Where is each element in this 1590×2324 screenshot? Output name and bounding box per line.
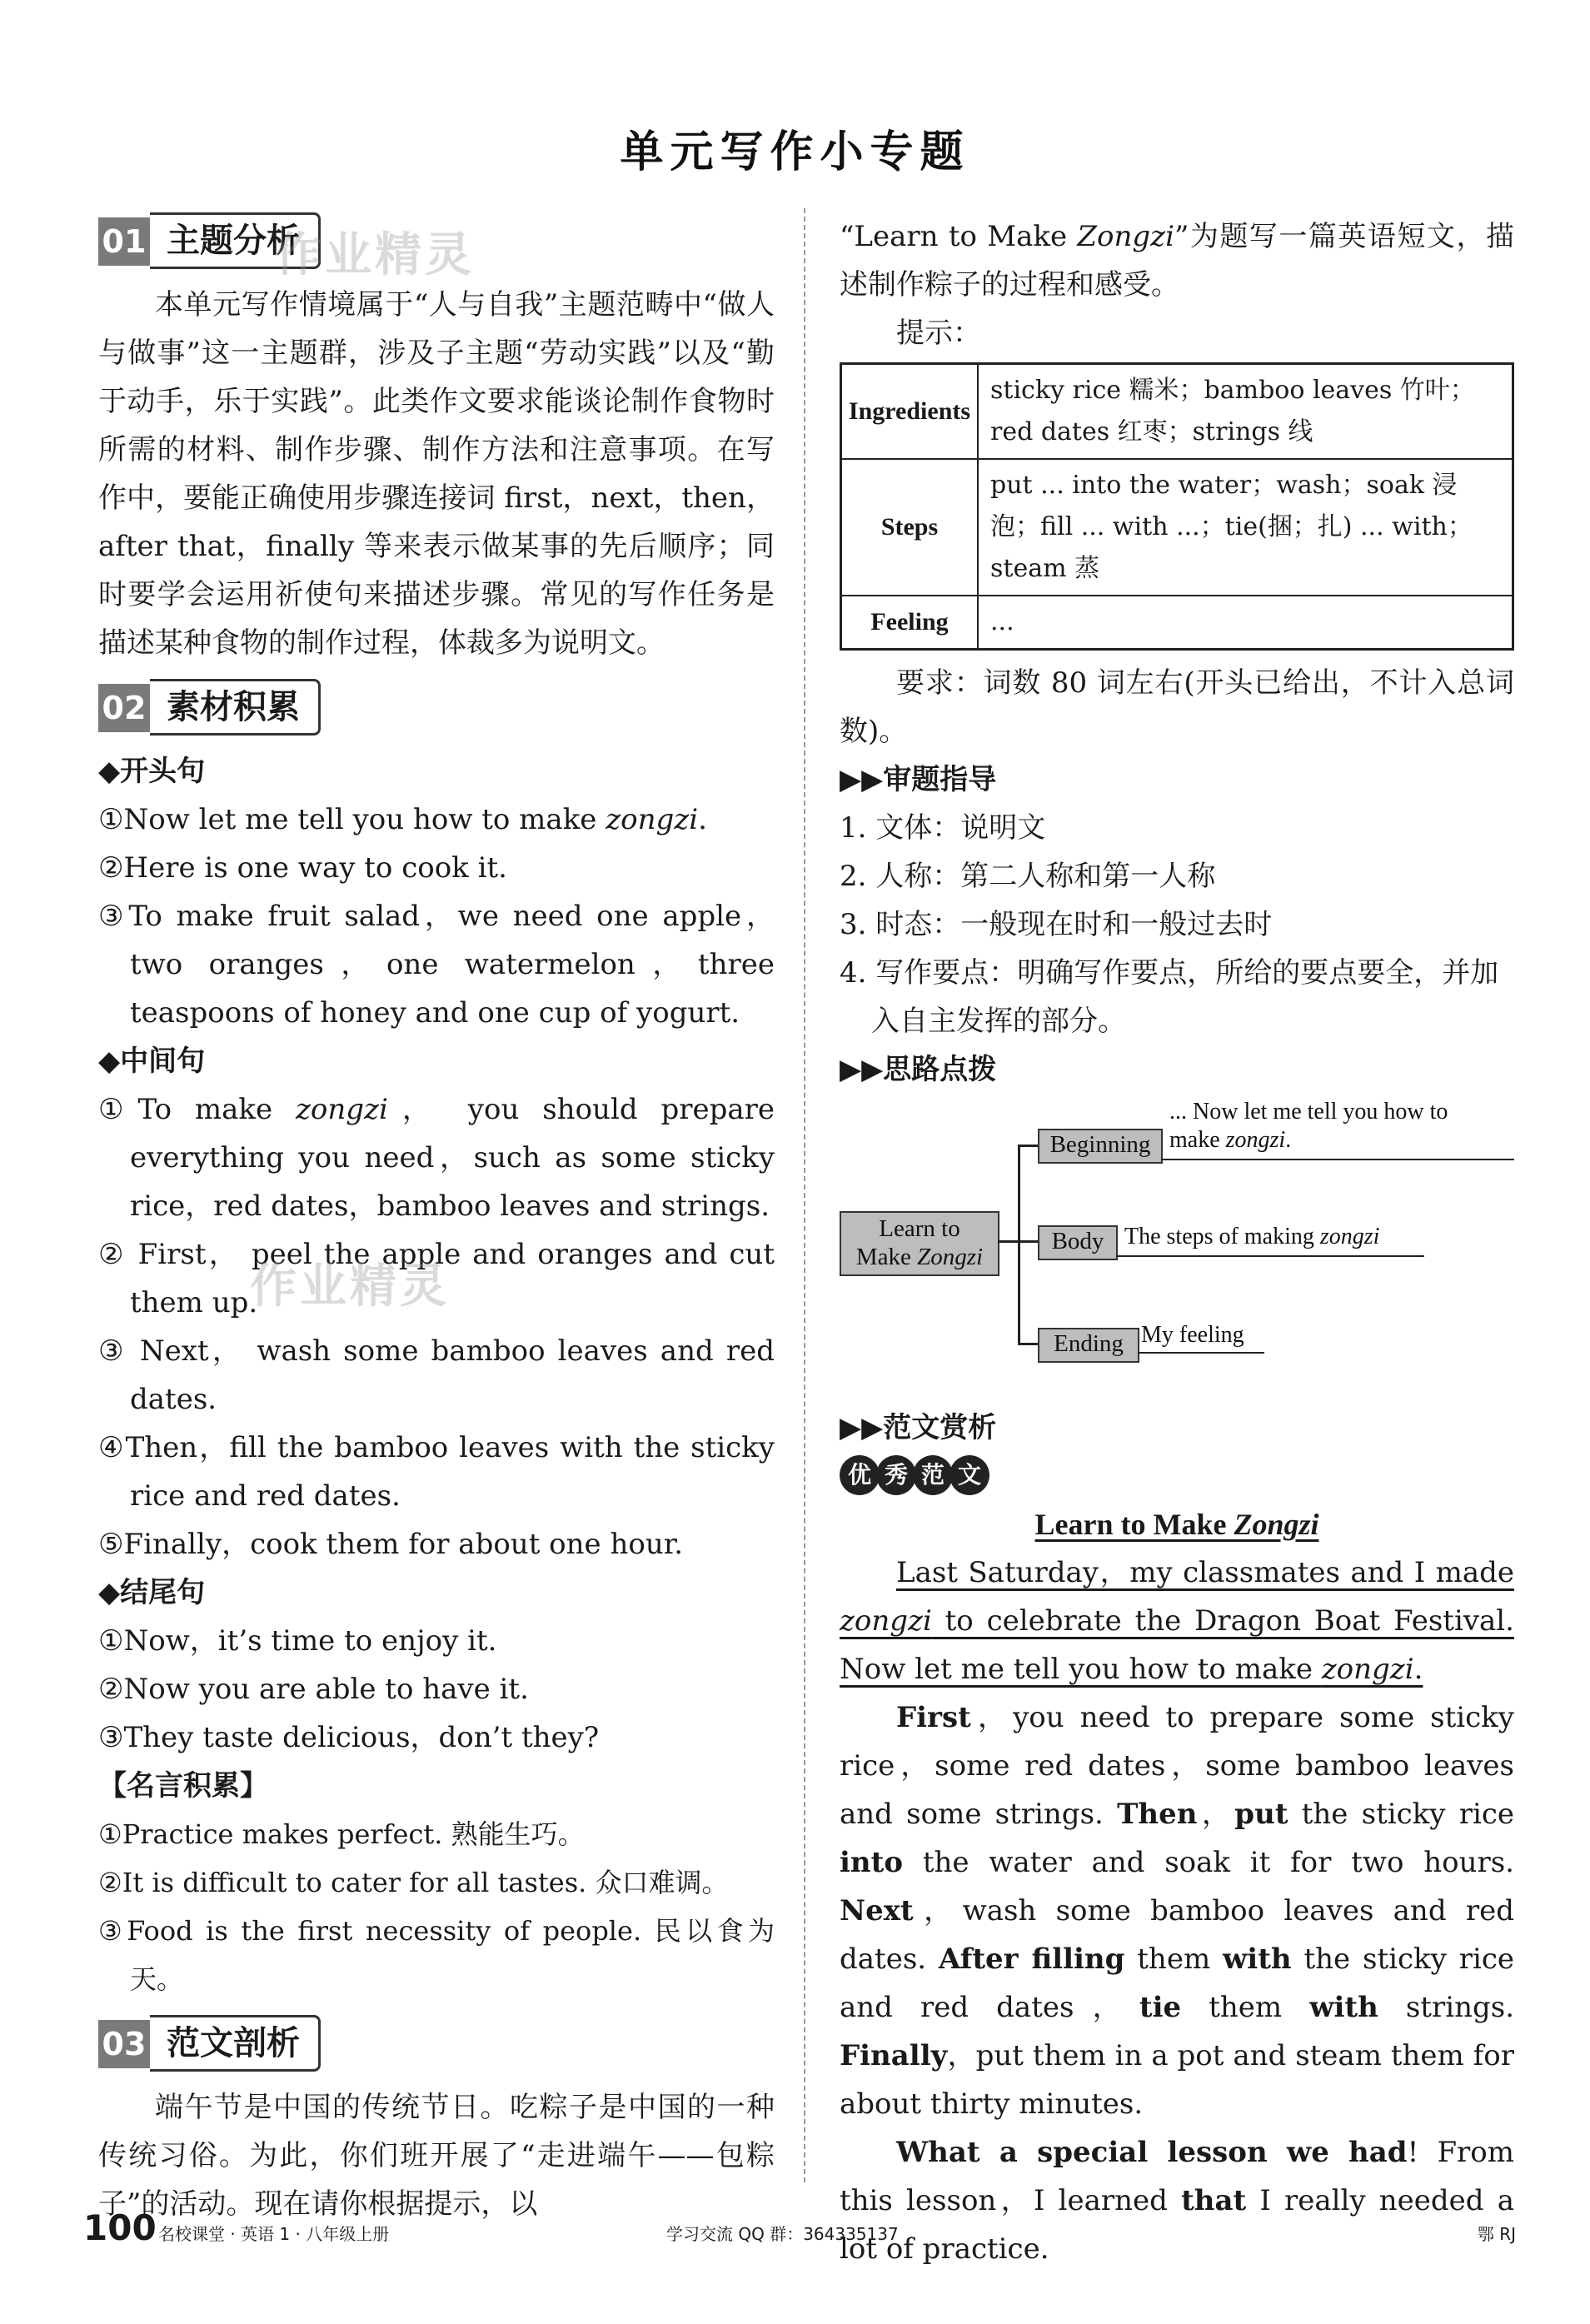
review-guide-heading: ▶▶审题指导 <box>840 763 997 796</box>
section-label: 主题分析 <box>150 212 321 269</box>
diagram-line <box>1161 1159 1514 1160</box>
watermark: 作业精灵 <box>250 1259 450 1314</box>
diagram-body-box: Body <box>1038 1225 1118 1260</box>
guide-item: 3. 时态：一般现在时和一般过去时 <box>840 908 1273 941</box>
task-description: 端午节是中国的传统节日。吃粽子是中国的一种传统习俗。为此，你们班开展了“走进端午——包粽子”的活动。现在请你根据提示，以 <box>98 2091 775 2221</box>
right-column <box>840 212 1514 2273</box>
theme-analysis-text: 本单元写作情境属于“人与自我”主题范畴中“做人与做事”这一主题群，涉及子主题“劳动实践”以及“勤于动手，乐于实践”。此类作文要求能谈论制作食物时所需的材料、制作步骤、制作方法和注意事项。在写作中，要能正确使用步骤连接词 first，next，then，after that，finally 等来表示做某事的先后顺序；同时要学会运用祈使句来描述步骤。常见的写作任务是描述某种食物的制作过程，体裁多为说明文。 <box>98 288 775 660</box>
table-row <box>841 459 1513 596</box>
diagram-beginning-box: Beginning <box>1038 1129 1163 1164</box>
essay-paragraph-2: First，you need to prepare some sticky rice，some red dates，some bamboo leaves and some strings. Then，put the sticky rice into the water and soak it for two hours. Next，wash some bamboo leaves and red dates. After filling them with the sticky rice and red dates，tie them with strings. Finally，put them in a pot and steam them for about thirty minutes. <box>840 1701 1515 2121</box>
guide-item: 4. 写作要点：明确写作要点，所给的要点要全，并加入自主发挥的部分。 <box>840 956 1499 1038</box>
section-header-model <box>98 2015 775 2073</box>
requirements-text: 要求：词数 80 词左右(开头已给出，不计入总词数)。 <box>840 666 1514 748</box>
table-row <box>841 364 1513 460</box>
middle-sentence: ③ Next， wash some bamboo leaves and red dates. <box>98 1334 775 1416</box>
watermark: 作业精灵 <box>275 228 475 282</box>
section-number: 01 <box>98 217 150 266</box>
diagram-connector <box>998 1240 1019 1243</box>
model-essay-heading: ▶▶范文赏析 <box>840 1411 997 1444</box>
page-footer <box>83 2207 1516 2249</box>
table-header-cell: Feeling <box>841 596 979 650</box>
quote: ③Food is the first necessity of people. 民以食为天。 <box>98 1915 775 1995</box>
ending-sentence: ①Now，it’s time to enjoy it. <box>98 1624 497 1658</box>
diagram-ending-box: Ending <box>1038 1328 1139 1363</box>
hint-label: 提示： <box>896 317 981 350</box>
edition-label: 鄂 RJ <box>1477 2224 1516 2244</box>
opening-sentences-heading: ◆开头句 <box>98 755 206 788</box>
excellent-essay-badge: 优 秀 范 文 <box>840 1455 986 1495</box>
opening-sentence: ③To make fruit salad，we need one apple，two oranges，one watermelon，three teaspoons of honey and one cup of yogurt. <box>98 900 775 1030</box>
guide-item: 2. 人称：第二人称和第一人称 <box>840 860 1216 893</box>
section-label: 范文剖析 <box>150 2015 321 2072</box>
quotes-heading: 【名言积累】 <box>98 1769 268 1803</box>
opening-sentence: ②Here is one way to cook it. <box>98 851 507 885</box>
essay-paragraph-1: Last Saturday，my classmates and I made zongzi to celebrate the Dragon Boat Festival. Now let me tell you how to make zongzi. <box>840 1556 1514 1686</box>
diagram-connector <box>1018 1240 1038 1243</box>
essay-title: Learn to Make Zongzi <box>1034 1508 1319 1541</box>
hints-table <box>840 362 1514 651</box>
section-number: 02 <box>98 684 150 732</box>
qq-group-text: 学习交流 QQ 群：364335137 <box>666 2224 899 2244</box>
table-header-cell: Ingredients <box>841 364 979 460</box>
diagram-connector <box>1018 1343 1038 1345</box>
diagram-connector <box>1018 1145 1038 1147</box>
table-cell: ... <box>978 596 1513 650</box>
essay-paragraph-3: What a special lesson we had! From this lesson，I learned that I really needed a lot of practice. <box>840 2136 1514 2266</box>
left-column <box>98 212 775 2228</box>
table-row <box>841 596 1513 650</box>
diagram-connector <box>1018 1145 1020 1344</box>
quote: ①Practice makes perfect. 熟能生巧。 <box>98 1818 585 1850</box>
ending-sentences-heading: ◆结尾句 <box>98 1576 206 1609</box>
page-number: 100 <box>83 2207 157 2248</box>
ending-sentence: ②Now you are able to have it. <box>98 1673 529 1706</box>
diagram-root-box: Learn to Make Zongzi <box>840 1211 999 1276</box>
middle-sentence: ④Then，fill the bamboo leaves with the sticky rice and red dates. <box>98 1431 775 1513</box>
idea-heading: ▶▶思路点拨 <box>840 1053 997 1086</box>
task-continuation: “Learn to Make Zongzi”为题写一篇英语短文，描述制作粽子的过程和感受。 <box>840 220 1514 302</box>
middle-sentence: ①To make zongzi， you should prepare everything you need，such as some sticky rice，red dates，bamboo leaves and strings. <box>98 1093 775 1223</box>
guide-item: 1. 文体：说明文 <box>840 811 1046 845</box>
middle-sentence: ⑤Finally，cook them for about one hour. <box>98 1528 684 1561</box>
ending-sentence: ③They taste delicious，don’t they? <box>98 1721 600 1754</box>
diagram-beginning-text: make zongzi. <box>1169 1127 1292 1153</box>
section-number: 03 <box>98 2020 150 2068</box>
page-title: 单元写作小专题 <box>620 127 970 177</box>
table-header-cell: Steps <box>841 459 979 596</box>
middle-sentence: ② First， peel the apple and oranges and cut them up. <box>98 1238 775 1319</box>
quote: ②It is difficult to cater for all tastes. 众口难调。 <box>98 1867 729 1898</box>
section-label: 素材积累 <box>150 679 321 736</box>
table-cell: sticky rice 糯米；bamboo leaves 竹叶；red dates 红枣；strings 线 <box>978 364 1513 460</box>
opening-sentence: ①Now let me tell you how to make zongzi. <box>98 803 707 836</box>
middle-sentences-heading: ◆中间句 <box>98 1045 206 1078</box>
section-header-materials <box>98 679 775 737</box>
diagram-line <box>1116 1255 1424 1257</box>
table-cell: put ... into the water；wash；soak 浸泡；fill ... with ...；tie(捆；扎) ... with；steam 蒸 <box>978 459 1513 596</box>
column-divider <box>804 208 805 2182</box>
diagram-body-text: The steps of making zongzi <box>1124 1224 1380 1249</box>
diagram-ending-text: My feeling <box>1141 1322 1244 1348</box>
book-title: 名校课堂 · 英语 1 · 八年级上册 <box>158 2224 390 2244</box>
diagram-beginning-text: ... Now let me tell you how to <box>1169 1099 1448 1125</box>
diagram-line <box>1138 1352 1264 1354</box>
structure-diagram <box>840 1099 1514 1399</box>
